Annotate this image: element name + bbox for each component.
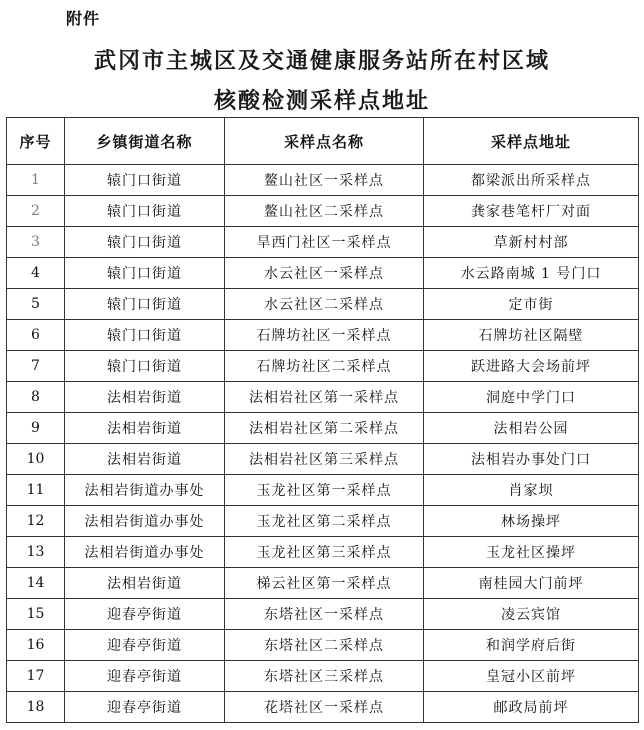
cell-site-address: 跃进路大会场前坪 <box>424 351 639 382</box>
cell-index: 11 <box>7 475 65 506</box>
cell-site-address: 水云路南城 1 号门口 <box>424 258 639 289</box>
cell-index: 16 <box>7 630 65 661</box>
cell-site-address: 林场操坪 <box>424 506 639 537</box>
document-title-line-1: 武冈市主城区及交通健康服务站所在村区域 <box>93 48 550 74</box>
cell-index: 3 <box>7 227 65 258</box>
cell-street: 迎春亭街道 <box>65 599 225 630</box>
cell-index: 9 <box>7 413 65 444</box>
table-row <box>7 382 639 413</box>
cell-street: 法相岩街道办事处 <box>65 475 225 506</box>
cell-index: 13 <box>7 537 65 568</box>
cell-site-address: 肖家坝 <box>424 475 639 506</box>
cell-site-address: 邮政局前坪 <box>424 692 639 723</box>
cell-site-address: 法相岩办事处门口 <box>424 444 639 475</box>
cell-street: 辕门口街道 <box>65 351 225 382</box>
cell-site-name: 水云社区二采样点 <box>225 289 424 320</box>
cell-index: 1 <box>7 165 65 196</box>
cell-index: 4 <box>7 258 65 289</box>
cell-street: 辕门口街道 <box>65 258 225 289</box>
cell-index: 12 <box>7 506 65 537</box>
cell-site-address: 法相岩公园 <box>424 413 639 444</box>
table-row <box>7 165 639 196</box>
cell-street: 法相岩街道 <box>65 382 225 413</box>
cell-site-name: 法相岩社区第一采样点 <box>225 382 424 413</box>
cell-street: 法相岩街道办事处 <box>65 506 225 537</box>
cell-site-address: 凌云宾馆 <box>424 599 639 630</box>
cell-index: 14 <box>7 568 65 599</box>
table-row <box>7 475 639 506</box>
cell-site-name: 东塔社区二采样点 <box>225 630 424 661</box>
cell-site-name: 水云社区一采样点 <box>225 258 424 289</box>
cell-site-name: 法相岩社区第三采样点 <box>225 444 424 475</box>
header-street: 乡镇街道名称 <box>65 118 225 165</box>
cell-street: 辕门口街道 <box>65 320 225 351</box>
cell-street: 迎春亭街道 <box>65 630 225 661</box>
table-row <box>7 444 639 475</box>
cell-site-name: 石牌坊社区二采样点 <box>225 351 424 382</box>
cell-index: 2 <box>7 196 65 227</box>
cell-street: 辕门口街道 <box>65 227 225 258</box>
table-row <box>7 661 639 692</box>
cell-site-address: 草新村村部 <box>424 227 639 258</box>
cell-street: 辕门口街道 <box>65 196 225 227</box>
table-row <box>7 258 639 289</box>
table-row <box>7 537 639 568</box>
cell-street: 法相岩街道 <box>65 568 225 599</box>
cell-site-name: 东塔社区三采样点 <box>225 661 424 692</box>
cell-site-address: 南桂园大门前坪 <box>424 568 639 599</box>
cell-site-name: 鳌山社区一采样点 <box>225 165 424 196</box>
cell-site-address: 洞庭中学门口 <box>424 382 639 413</box>
cell-street: 法相岩街道 <box>65 413 225 444</box>
cell-street: 法相岩街道办事处 <box>65 537 225 568</box>
cell-street: 迎春亭街道 <box>65 661 225 692</box>
cell-street: 迎春亭街道 <box>65 692 225 723</box>
header-index: 序号 <box>7 118 65 165</box>
table-row <box>7 568 639 599</box>
cell-street: 辕门口街道 <box>65 165 225 196</box>
cell-site-name: 玉龙社区第一采样点 <box>225 475 424 506</box>
cell-site-address: 石牌坊社区隔壁 <box>424 320 639 351</box>
table-row <box>7 289 639 320</box>
cell-site-name: 旱西门社区一采样点 <box>225 227 424 258</box>
cell-site-address: 和润学府后街 <box>424 630 639 661</box>
cell-site-address: 都梁派出所采样点 <box>424 165 639 196</box>
cell-site-name: 法相岩社区第二采样点 <box>225 413 424 444</box>
table-row <box>7 630 639 661</box>
table-row <box>7 692 639 723</box>
cell-site-name: 花塔社区一采样点 <box>225 692 424 723</box>
cell-index: 18 <box>7 692 65 723</box>
cell-street: 法相岩街道 <box>65 444 225 475</box>
cell-index: 15 <box>7 599 65 630</box>
header-site-address: 采样点地址 <box>424 118 639 165</box>
cell-site-address: 龚家巷笔杆厂对面 <box>424 196 639 227</box>
table-row <box>7 506 639 537</box>
cell-site-name: 石牌坊社区一采样点 <box>225 320 424 351</box>
table-row <box>7 351 639 382</box>
table-row <box>7 320 639 351</box>
cell-index: 10 <box>7 444 65 475</box>
cell-site-name: 鳌山社区二采样点 <box>225 196 424 227</box>
cell-index: 6 <box>7 320 65 351</box>
attachment-label: 附件 <box>66 9 101 28</box>
cell-index: 7 <box>7 351 65 382</box>
table-row <box>7 413 639 444</box>
sampling-sites-table <box>6 117 639 723</box>
table-header-row <box>7 118 639 165</box>
cell-site-address: 玉龙社区操坪 <box>424 537 639 568</box>
table-row <box>7 227 639 258</box>
table-row <box>7 196 639 227</box>
header-site-name: 采样点名称 <box>225 118 424 165</box>
cell-site-name: 东塔社区一采样点 <box>225 599 424 630</box>
cell-index: 8 <box>7 382 65 413</box>
cell-site-name: 玉龙社区第二采样点 <box>225 506 424 537</box>
cell-site-name: 玉龙社区第三采样点 <box>225 537 424 568</box>
cell-site-address: 皇冠小区前坪 <box>424 661 639 692</box>
table-row <box>7 599 639 630</box>
cell-index: 17 <box>7 661 65 692</box>
document-title-line-2: 核酸检测采样点地址 <box>213 88 430 114</box>
cell-street: 辕门口街道 <box>65 289 225 320</box>
cell-site-address: 定市街 <box>424 289 639 320</box>
cell-site-name: 梯云社区第一采样点 <box>225 568 424 599</box>
cell-index: 5 <box>7 289 65 320</box>
